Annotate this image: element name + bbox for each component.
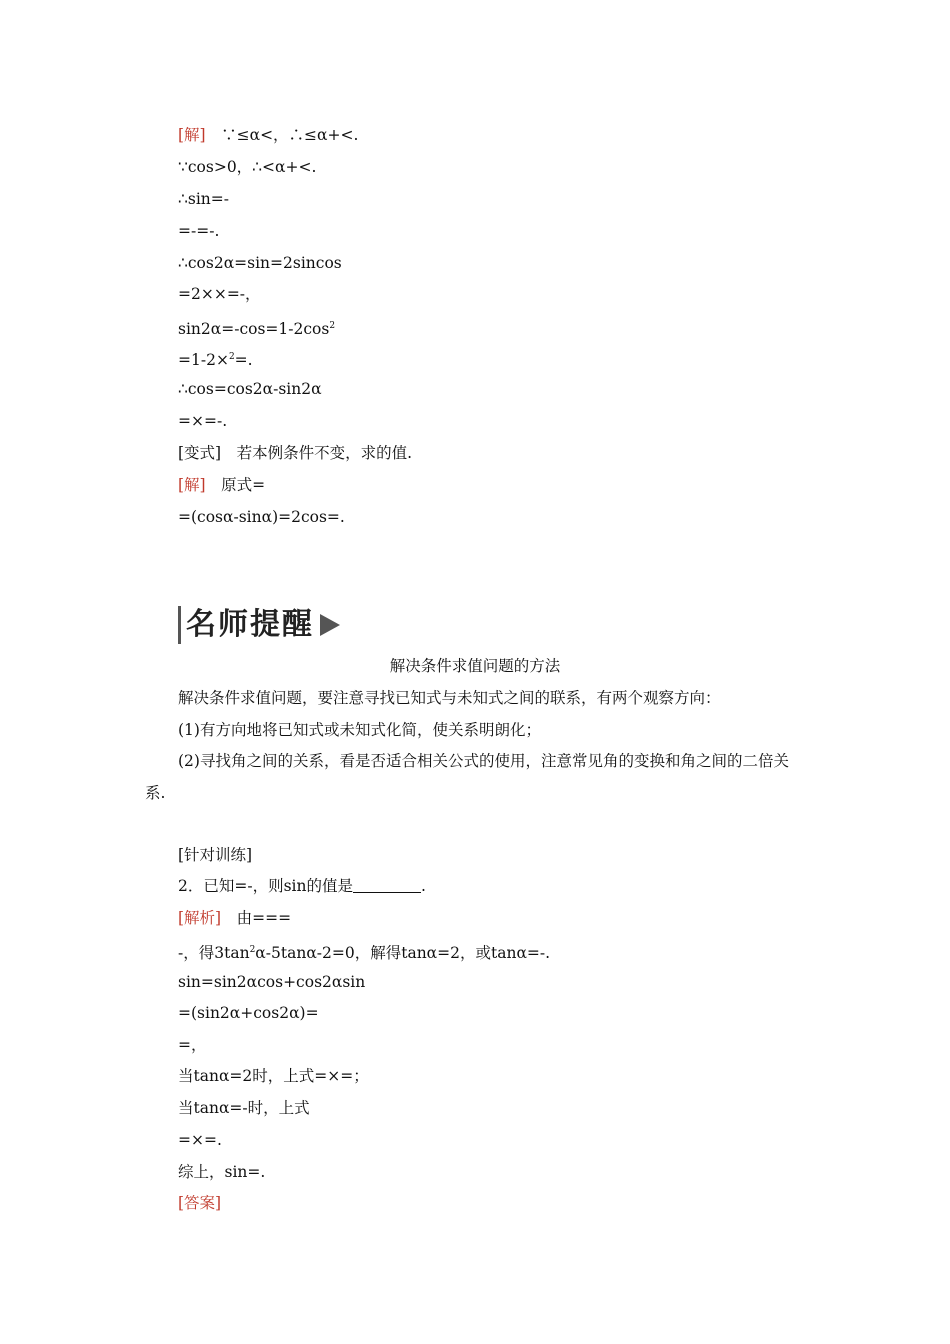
line-text: =-=-. <box>178 222 220 240</box>
analysis-line-1 <box>178 908 291 928</box>
variant-solution-line-2 <box>178 507 345 527</box>
superscript: 2 <box>228 352 235 362</box>
tip-header <box>178 604 340 646</box>
tip-header-text: 名师提醒 <box>186 607 314 642</box>
line-text: 当tanα=2时，上式=×=； <box>178 1067 369 1085</box>
analysis-line-7 <box>178 1098 310 1118</box>
question-suffix: . <box>420 877 426 895</box>
practice-label: [针对训练] <box>178 846 253 864</box>
line-text: 原式= <box>205 476 266 494</box>
line-text: 综上，sin=. <box>178 1163 266 1181</box>
solution-line-9 <box>178 379 322 399</box>
line-text: =(sin2α+cos2α)= <box>178 1004 319 1022</box>
line-text: =(cosα-sinα)=2cos=. <box>178 508 345 526</box>
answer-blank <box>353 878 421 893</box>
analysis-line-6 <box>178 1066 369 1086</box>
line-text: 由=== <box>221 909 292 927</box>
line-text: sin=sin2αcos+cos2αsin <box>178 973 366 991</box>
analysis-tag: [解析] <box>178 909 222 927</box>
solution-line-7 <box>178 316 335 339</box>
line-text: =×=. <box>178 1131 222 1149</box>
line-text: =1-2× <box>178 351 229 369</box>
line-text-tail: =. <box>234 351 253 369</box>
solution-line-6 <box>178 284 261 304</box>
analysis-line-2 <box>178 940 550 963</box>
line-text-tail: α-5tanα-2=0，解得tanα=2，或tanα=-. <box>255 944 551 962</box>
answer-label: [答案] <box>178 1194 222 1212</box>
line-text: 当tanα=-时，上式 <box>178 1099 310 1117</box>
line-text: ∵≤α<，∴≤α+<. <box>205 126 359 144</box>
solution-line-3 <box>178 189 229 209</box>
analysis-line-9 <box>178 1162 265 1182</box>
analysis-line-5 <box>178 1035 207 1055</box>
solution-line-4 <box>178 221 219 241</box>
analysis-line-8 <box>178 1130 222 1150</box>
solution-line-1 <box>178 125 358 145</box>
solution-tag: [解] <box>178 476 206 494</box>
analysis-line-3 <box>178 972 365 992</box>
line-text: -，得3tan <box>178 944 250 962</box>
tip-title: 解决条件求值问题的方法 <box>389 657 561 675</box>
solution-tag: [解] <box>178 126 206 144</box>
analysis-line-4 <box>178 1003 319 1023</box>
tip-intro: 解决条件求值问题，要注意寻找已知式与未知式之间的联系，有两个观察方向： <box>178 689 721 707</box>
practice-question <box>178 876 426 896</box>
line-text: sin2α=-cos=1-2cos <box>178 320 330 338</box>
line-text: ∴cos2α=sin=2sincos <box>178 254 342 272</box>
play-triangle-icon <box>320 614 340 636</box>
header-bar-decoration <box>178 606 181 644</box>
line-text: =2××=-， <box>178 285 261 303</box>
question-text: 2．已知=-，则sin的值是 <box>178 877 353 895</box>
tip-item-1: (1)有方向地将已知式或未知式化简，使关系明朗化； <box>178 721 541 739</box>
superscript: 2 <box>329 321 336 331</box>
line-text: ∵cos>0，∴<α+<. <box>178 158 317 176</box>
line-text: ∴cos=cos2α-sin2α <box>178 380 322 398</box>
line-text: ∴sin=- <box>178 190 229 208</box>
superscript: 2 <box>249 945 256 955</box>
solution-line-10 <box>178 411 227 431</box>
variant-question <box>178 443 412 463</box>
line-text: =， <box>178 1036 207 1054</box>
tip-item-2: (2)寻找角之间的关系，看是否适合相关公式的使用，注意常见角的变换和角之间的二倍关系. <box>145 752 789 802</box>
variant-solution-line-1 <box>178 475 265 495</box>
line-text: [变式] 若本例条件不变，求的值. <box>178 444 413 462</box>
line-text: =×=-. <box>178 412 228 430</box>
solution-line-5 <box>178 253 342 273</box>
solution-line-8 <box>178 347 253 370</box>
solution-line-2 <box>178 157 316 177</box>
